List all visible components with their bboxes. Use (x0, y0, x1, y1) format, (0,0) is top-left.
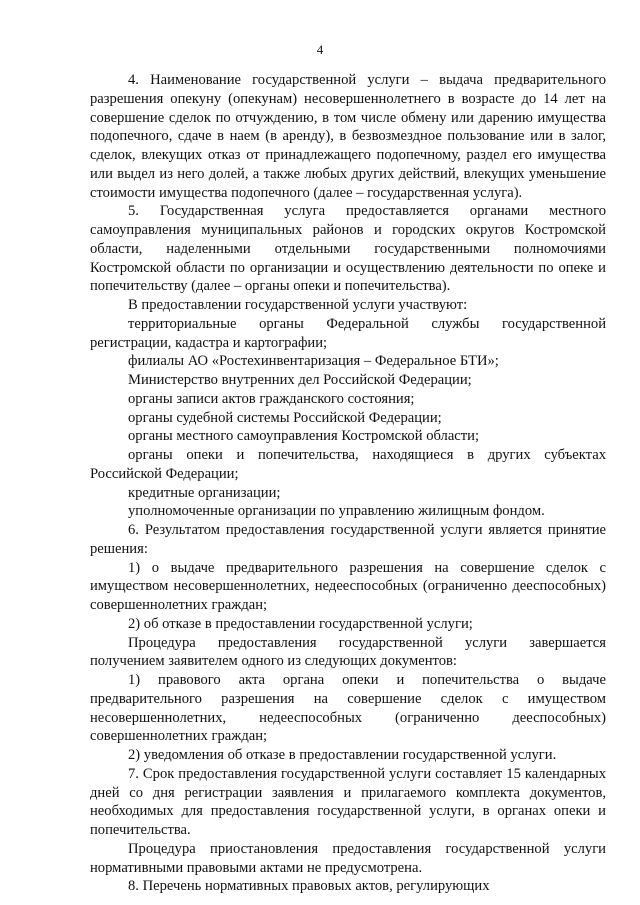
paragraph-item-6-result: 6. Результатом предоставления государственной услуги является принятие решения: (90, 522, 606, 557)
paragraph-item-7-term: 7. Срок предоставления государственной услуги составляет 15 календарных дней со дня регистрации заявления и прилагаемого комплекта документов, необходимых для предоставления государственной услуги, в органах опеки и попечительства. (90, 765, 606, 838)
paragraph-participants-intro: В предоставлении государственной услуги участвуют: (128, 297, 468, 313)
document-body (90, 71, 606, 896)
paragraph-participant-courts: органы судебной системы Российской Федерации; (128, 409, 442, 426)
paragraph-procedure-completion: Процедура предоставления государственной услуги завершается получением заявителем одного из следующих документов: (90, 634, 606, 670)
paragraph-result-2: 2) об отказе в предоставлении государственной услуги; (128, 615, 473, 632)
paragraph-document-1: 1) правового акта органа опеки и попечительства о выдаче предварительного разрешения на совершение сделок с имуществом несовершеннолетних, недееспособных (ограниченно дееспособных) совершеннолетних граждан; (90, 672, 606, 745)
paragraph-participant-other-guardianship: органы опеки и попечительства, находящиеся в других субъектах Российской Федерации; (90, 447, 606, 482)
paragraph-participant-credit-orgs: кредитные организации; (128, 484, 281, 501)
page-number: 4 (316, 42, 324, 57)
paragraph-participant-zags: органы записи актов гражданского состояния; (128, 390, 415, 407)
paragraph-participant-housing-orgs: уполномоченные организации по управлению жилищным фондом. (128, 503, 545, 520)
paragraph-participant-rosreestr: территориальные органы Федеральной службы государственной регистрации, кадастра и картографии; (90, 315, 606, 351)
paragraph-item-5-providers: 5. Государственная услуга предоставляется органами местного самоуправления муниципальных районов и городских округов Костромской области, наделенными отдельными государственными полномочиями Костромской области по организации и осуществлению деятельности по опеке и попечительству (далее – органы опеки и попечительства). (90, 203, 606, 295)
paragraph-item-8-legal-acts: 8. Перечень нормативных правовых актов, регулирующих (128, 878, 490, 895)
paragraph-suspension: Процедура приостановления предоставления государственной услуги нормативными правовыми актами не предусмотрена. (90, 840, 606, 876)
paragraph-document-2: 2) уведомления об отказе в предоставлении государственной услуги. (128, 747, 557, 763)
paragraph-result-1: 1) о выдаче предварительного разрешения на совершение сделок с имуществом несовершеннолетних, недееспособных (ограниченно дееспособных) совершеннолетних граждан; (90, 559, 606, 613)
paragraph-item-4-service-name: 4. Наименование государственной услуги – выдача предварительного разрешения опекуну (опекунам) несовершеннолетнего в возрасте до 14 лет на совершение сделок по отчуждению, в том числе обмену или дарению имущества подопечного, сдаче в наем (в аренду), в безвозмездное пользование или в залог, сделок, влекущих отказ от принадлежащего подопечному, раздел его имущества или выдел из него долей, а также любых других действий, влекущих уменьшение стоимости имущества подопечного (далее – государственная услуга). (90, 72, 606, 201)
paragraph-participant-mvd: Министерство внутренних дел Российской Федерации; (128, 372, 472, 388)
paragraph-participant-bti: филиалы АО «Ростехинвентаризация – Федеральное БТИ»; (128, 353, 499, 370)
paragraph-participant-local-government: органы местного самоуправления Костромской области; (128, 428, 480, 445)
